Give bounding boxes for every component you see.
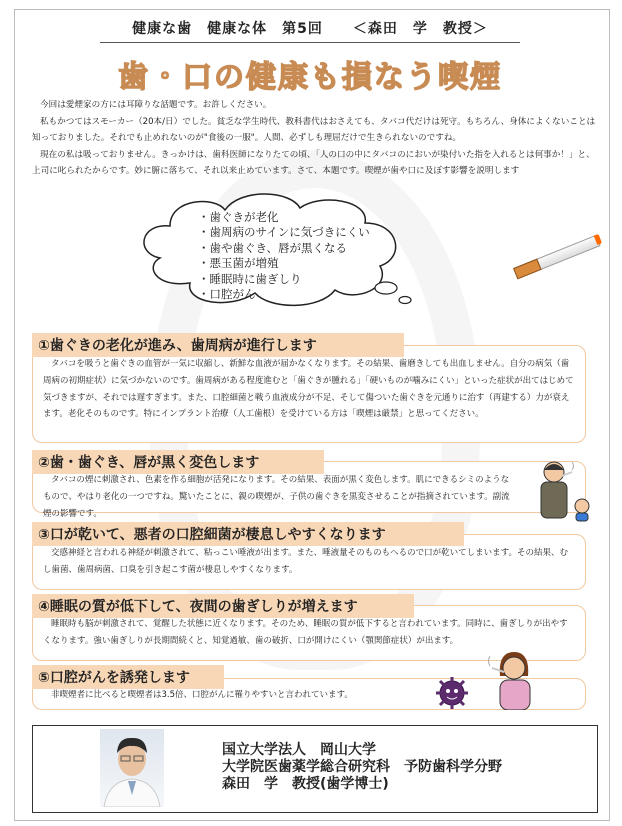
series-header: 健康な歯 健康な体 第5回 ＜森田 学 教授＞ [132, 21, 488, 37]
author-portrait [100, 729, 164, 807]
intro-text [32, 97, 598, 180]
list-item: ・睡眠時に歯ぎしり [198, 271, 302, 286]
section-4-heading: ④睡眠の質が低下して、夜間の歯ぎしりが増えます [32, 594, 414, 618]
section-text: 交感神経と言われる神経が刺激されて、粘っこい唾液が出ます。また、唾液量そのものもへるので口が乾いてしまいます。その結果、むし歯菌、歯周病菌、口臭を引き起こす菌が棲息しやすくなります。 [43, 548, 568, 575]
section-1-body [32, 345, 586, 443]
header-divider [100, 42, 520, 43]
section-2-heading: ②歯・歯ぐき、唇が黒く変色します [32, 450, 324, 474]
list-item: ・悪玉菌が増殖 [198, 256, 279, 271]
woman-smoking-illustration [484, 646, 540, 710]
list-item: ・歯や歯ぐき、唇が黒くなる [198, 240, 348, 255]
list-item: ・歯周病のサインに気づきにくい [198, 225, 370, 240]
effects-list [198, 210, 370, 302]
university-name: 国立大学法人 岡山大学 [222, 742, 376, 758]
father-smoking-illustration [532, 458, 596, 522]
intro-paragraph: 現在の私は吸っておりません。きっかけは、歯科医師になりたての頃、「人の口の中にタバコのにおいが染付いた指を入れるとは何事か！」と、上司に叱られたからです。妙に腑に落ちて、それ以来止めています。さて、本題です。喫煙が歯や口に及ぼす影響を説明します [32, 149, 595, 177]
author-affiliation [222, 742, 502, 793]
page-title: 歯・口の健康も損なう喫煙 [118, 60, 502, 95]
list-item: ・口腔がん [198, 287, 256, 302]
intro-paragraph: 私もかつてはスモーカー（20本/日）でした。貧乏な学生時代、教科書代はおさえても、タバコ代だけは死守。もちろん、身体によくないことは知っておりました。それでも止めれないのが"食後の一服"。人間、必ずしも理屈だけで生きられないのですね。 [32, 116, 596, 144]
section-5-heading: ⑤口腔がんを誘発します [32, 665, 224, 689]
author-name: 森田 学 教授(歯学博士) [222, 776, 389, 792]
list-item: ・歯ぐきが老化 [198, 210, 279, 224]
author-photo [100, 729, 164, 807]
section-text: タバコの煙に刺激され、色素を作る細胞が活発になります。その結果、表面が黒く変色します。肌にできるシミのようなもので、やはり老化の一つですね。驚いたことに、親の喫煙が、子供の歯ぐきを黒変させることが指摘されています。副流煙の影響です。 [43, 475, 510, 519]
section-text: 睡眠時も脳が刺激されて、覚醒した状態に近くなります。そのため、睡眠の質が低下すると言われています。同時に、歯ぎしりが出やすくなります。強い歯ぎしりが長期間続くと、知覚過敏、歯の破折、口が開けにくい（顎関節症状）が出ます。 [43, 619, 568, 646]
section-text: 非喫煙者に比べると喫煙者は3.5倍、口腔がんに罹りやすいと言われています。 [51, 690, 353, 700]
section-1-heading: ①歯ぐきの老化が進み、歯周病が進行します [32, 333, 404, 357]
germ-illustration [435, 676, 469, 710]
intro-paragraph: 今回は愛煙家の方には耳障りな話題です。お許しください。 [40, 100, 272, 110]
department-name: 大学院医歯薬学総合研究科 予防歯科学分野 [222, 759, 502, 775]
section-3-heading: ③口が乾いて、悪者の口腔細菌が棲息しやすくなります [32, 522, 464, 546]
section-text: タバコを吸うと歯ぐきの血管が一気に収縮し、新鮮な血液が届かなくなります。その結果、歯磨きしても出血しません。自分の病気（歯周病の初期症状）に気づかないのです。歯周病がある程度進むと「歯ぐきが腫れる」「硬いものが噛みにくい」といった症状が出てはじめて気づきますが、それでは遅すぎます。また、口腔細菌と戦う血液成分が不足、そして傷ついた歯ぐきを元通りに治す（再建する）力が衰えます。老化そのものです。特にインプラント治療（人工歯根）を受けている方は「喫煙は厳禁」と思ってください。 [43, 359, 574, 420]
